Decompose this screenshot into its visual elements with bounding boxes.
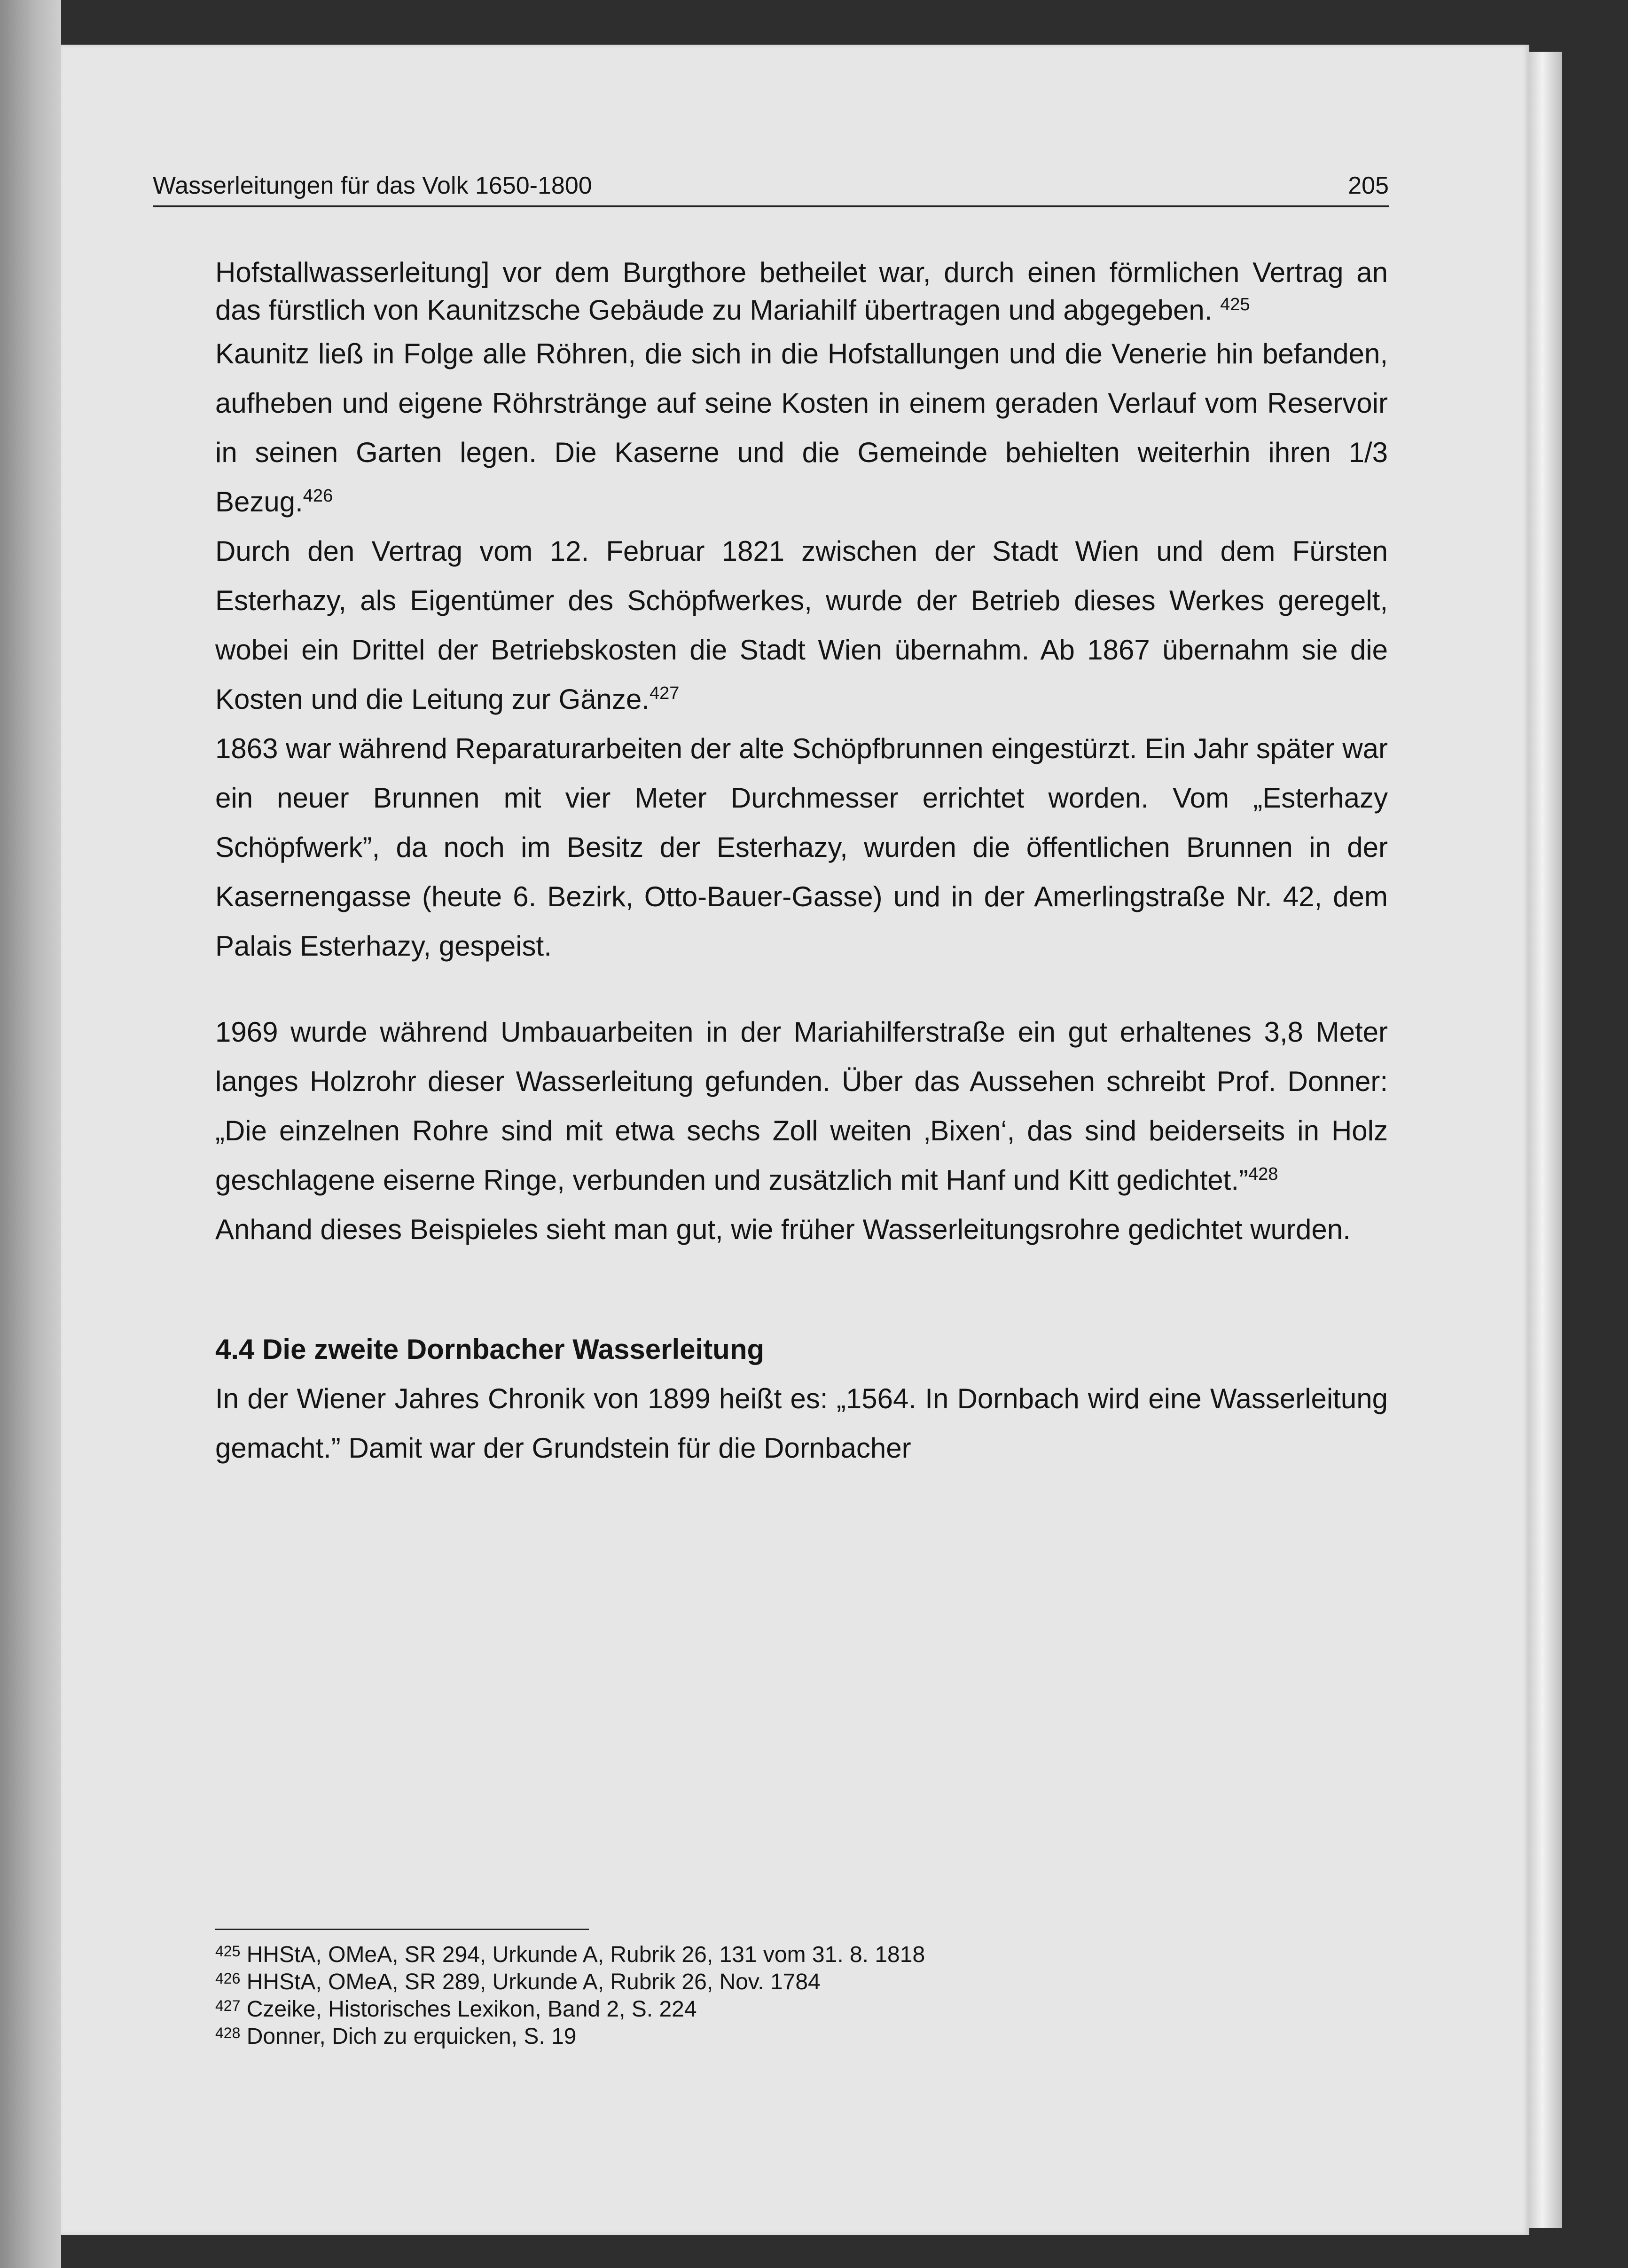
footnote-rule — [215, 1929, 589, 1930]
paragraph: 1863 war während Reparaturarbeiten der alte Schöpfbrunnen eingestürzt. Ein Jahr später war ein neuer Brunnen mit vier Meter Durchmesser errichtet worden. Vom „Esterhazy Schöpfwerk”, da noch im Besitz der Esterhazy, wurden die öffentlichen Brunnen in der Kasernengasse (heute 6. Bezirk, Otto-Bauer-Gasse) und in der Amerlingstraße Nr. 42, dem Palais Esterhazy, gespeist. — [215, 733, 1388, 962]
paragraph: In der Wiener Jahres Chronik von 1899 heißt es: „1564. In Dornbach wird eine Wasserleitung gemacht.” Damit war der Grundstein für die Dornbacher — [215, 1383, 1388, 1464]
adjacent-page-edge — [0, 0, 61, 2268]
page-number: 205 — [1348, 172, 1389, 199]
paragraph: Durch den Vertrag vom 12. Februar 1821 zwischen der Stadt Wien und dem Fürsten Esterhazy, als Eigentümer des Schöpfwerkes, wurde der Betrieb dieses Werkes geregelt, wobei ein Drittel der Betriebskosten die Stadt Wien übernahm. Ab 1867 übernahm sie die Kosten und die Leitung zur Gänze.$^{427}$ — [215, 535, 1388, 715]
body-text — [215, 254, 1388, 1473]
section-heading: 4.4 Die zweite Dornbacher Wasserleitung — [215, 1334, 765, 1365]
paragraph: 1969 wurde während Umbauarbeiten in der Mariahilferstraße ein gut erhaltenes 3,8 Meter langes Holzrohr dieser Wasserleitung gefunden. Über das Aussehen schreibt Prof. Donner: „Die einzelnen Rohre sind mit etwa sechs Zoll weiten ‚Bixen‘, das sind beiderseits in Holz geschlagene eiserne Ringe, verbunden und zusätzlich mit Hanf und Kitt gedichtet.”$^{428}$ — [215, 1016, 1388, 1196]
paragraph: Anhand dieses Beispieles sieht man gut, wie früher Wasserleitungsrohre gedichtet wurden. — [215, 1214, 1351, 1245]
footnote: $^{428}$ Donner, Dich zu erquicken, S. 19 — [215, 2024, 577, 2049]
footnote-ref: 426 — [303, 486, 333, 506]
paragraph: Kaunitz ließ in Folge alle Röhren, die sich in die Hofstallungen und die Venerie hin befanden, aufheben und eigene Röhrstränge auf seine Kosten in einem geraden Verlauf vom Reservoir in seinen Garten legen. Die Kaserne und die Gemeinde behielten weiterhin ihren 1/3 Bezug.$^{426}$ — [215, 338, 1388, 518]
footnote: $^{425}$ HHStA, OMeA, SR 294, Urkunde A, Rubrik 26, 131 vom 31. 8. 1818 — [215, 1942, 925, 1967]
footnotes — [215, 1941, 1343, 2050]
footnote-ref: 427 — [649, 683, 680, 703]
block-quote: Hofstallwasserleitung] vor dem Burgthore betheilet war, durch einen förmlichen Vertrag an das fürstlich von Kaunitzsche Gebäude zu Mariahilf übertragen und abgegeben. $^{425}$ — [215, 257, 1388, 326]
running-header — [153, 172, 1389, 207]
footnote: $^{427}$ Czeike, Historisches Lexikon, Band 2, S. 224 — [215, 1997, 697, 2022]
footnote-ref: 428 — [1248, 1164, 1278, 1184]
footnote-ref: 425 — [1220, 295, 1250, 314]
running-title: Wasserleitungen für das Volk 1650-1800 — [153, 172, 592, 199]
footnote: $^{426}$ HHStA, OMeA, SR 289, Urkunde A, Rubrik 26, Nov. 1784 — [215, 1970, 821, 1994]
page-stack-edge — [1529, 52, 1562, 2228]
